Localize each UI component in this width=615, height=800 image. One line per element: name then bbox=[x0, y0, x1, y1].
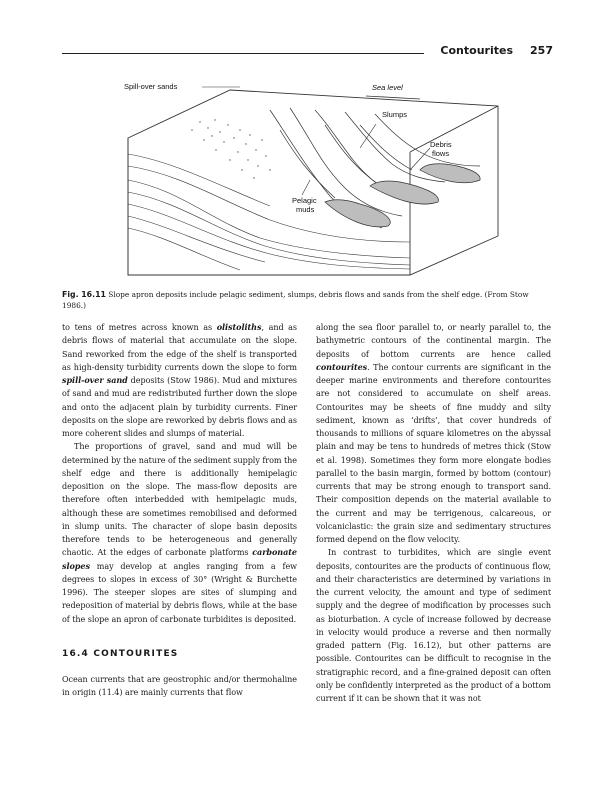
text-run: , and as debris flows of material that accumulate on the slope. Sand reworked from the edge of the shelf is transported as high-density turbidity currents down the slope to form bbox=[62, 323, 297, 372]
paragraph: Ocean currents that are geostrophic and/or thermohaline in origin (11.4) are mainly currents that flow bbox=[62, 675, 297, 698]
paragraph bbox=[316, 321, 551, 546]
figure-caption bbox=[62, 289, 552, 311]
label-muds: muds bbox=[296, 205, 315, 214]
keyword-carbonate-slopes: carbonate slopes bbox=[62, 547, 297, 571]
keyword-olistoliths: olistoliths bbox=[216, 322, 262, 332]
keyword-contourites: contourites bbox=[316, 361, 368, 372]
section-heading: 16.4 CONTOURITES bbox=[62, 648, 179, 659]
page-number: 257 bbox=[530, 44, 553, 57]
label-spill-over-sands: Spill-over sands bbox=[124, 82, 178, 91]
paragraph bbox=[62, 321, 297, 440]
text-run: to tens of metres across known as bbox=[62, 323, 217, 332]
text-run: deposits (Stow 1986). Mud and mixtures of sand and mud are redistributed further down the slope and onto the adjacent plain by turbidity currents. Finer deposits on the slope are reworked by debris flows and as more coherent slides and slumps of material. bbox=[62, 376, 297, 438]
label-pelagic: Pelagic bbox=[292, 196, 317, 205]
figure-slope-apron bbox=[120, 70, 500, 280]
text-run: along the sea floor parallel to, or nearly parallel to, the bathymetric contours of the continental margin. The deposits of bottom currents are hence called bbox=[316, 323, 551, 359]
text-run: The proportions of gravel, sand and mud will be determined by the nature of the sediment supply from the shelf edge and there is additionally hemipelagic deposition on the slope. The mass-flow deposits are therefore often interbedded with hemipelagic muds, although these are sometimes remobilised and deformed in slump units. The character of slope basin deposits therefore tends to be heterogeneous and generally chaotic. At the edges of carbonate platforms bbox=[62, 442, 297, 558]
header-rule bbox=[62, 53, 424, 54]
left-column bbox=[62, 321, 297, 700]
label-flows: flows bbox=[432, 149, 450, 158]
text-run: may develop at angles ranging from a few degrees to slopes in excess of 30° (Wright & Burchette 1996). The steeper slopes are sites of slumping and redeposition of material by debris flows, while at the base of the slope an apron of carbonate turbidites is deposited. bbox=[62, 561, 297, 624]
paragraph bbox=[62, 440, 297, 626]
paragraph: In contrast to turbidites, which are single event deposits, contourites are the products of continuous flow, and their characteristics are determined by variations in the current velocity, the amount and type of sediment supply and the degree of modification by processes such as bioturbation. A cycle of increase followed by decrease in velocity would produce a reverse and then normally graded pattern (Fig. 16.12), but other patterns are possible. Contourites can be difficult to recognise in the stratigraphic record, and a fine-grained deposit can often only be confidently interpreted as the product of a bottom current if it can be shown that it was not bbox=[316, 548, 551, 703]
caption-text: Slope apron deposits include pelagic sediment, slumps, debris flows and sands from the shelf edge. (From Stow 1986.) bbox=[62, 290, 529, 310]
label-sea-level: Sea level bbox=[372, 83, 403, 92]
label-slumps: Slumps bbox=[382, 110, 408, 119]
label-debris: Debris bbox=[430, 140, 452, 149]
right-column bbox=[316, 321, 551, 705]
keyword-spill-over-sand: spill-over sand bbox=[62, 375, 128, 385]
block-diagram bbox=[120, 70, 500, 280]
text-run: . The contour currents are significant in the deeper marine environments and therefore contourites are not considered to accumulate on shelf areas. Contourites may be sheets of fine muddy and silty sediment, known as ‘drifts’, that cover hundreds of thousands to millions of square kilometres on the abyssal plain and may be tens to hundreds of metres thick (Stow et al. 1998). Sometimes they form more elongate bodies parallel to the basin margin, formed by bottom (contour) currents that may be strong enough to transport sand. Their composition depends on the material available to the current and may be terrigenous, calcareous, or volcaniclastic: the grain size and sedimentary structures formed depend on the flow velocity. bbox=[316, 362, 551, 544]
running-title: Contourites bbox=[440, 44, 513, 57]
running-header bbox=[62, 44, 553, 58]
caption-figure-number: Fig. 16.11 bbox=[62, 290, 106, 299]
